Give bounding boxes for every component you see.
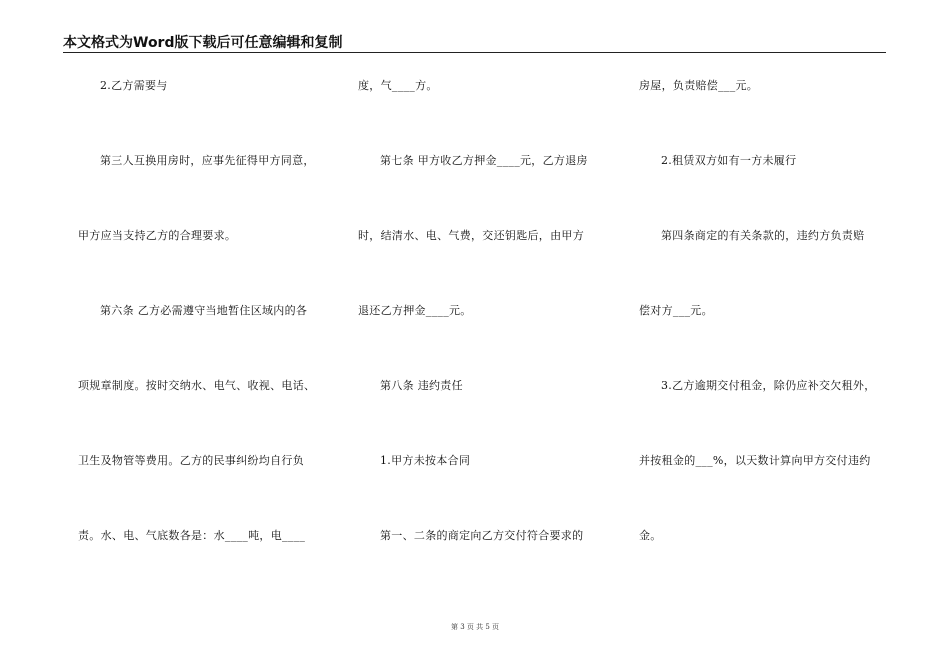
column-1-line-2: 第三人互换用房时，应事先征得甲方同意， <box>100 154 315 167</box>
column-2-line-7: 第一、二条的商定向乙方交付符合要求的 <box>380 529 584 542</box>
column-1-line-1: 2.乙方需要与 <box>100 79 168 92</box>
column-1-line-4: 第六条 乙方必需遵守当地暂住区域内的各 <box>100 304 308 317</box>
column-2-line-1: 度，气____方。 <box>358 79 438 92</box>
page-number: 第 3 页 共 5 页 <box>450 623 500 631</box>
column-3-line-1: 房屋，负责赔偿___元。 <box>639 79 759 92</box>
column-2-line-5: 第八条 违约责任 <box>380 379 463 392</box>
column-3-line-6: 并按租金的___%，以天数计算向甲方交付违约 <box>639 454 871 467</box>
column-1-line-5: 项规章制度。按时交纳水、电气、收视、电话、 <box>78 379 316 392</box>
column-1-line-7: 责。水、电、气底数各是：水____吨，电____ <box>78 529 306 542</box>
column-3-line-3: 第四条商定的有关条款的，违约方负责赔 <box>661 229 865 242</box>
page-header <box>63 34 886 53</box>
column-2-line-4: 退还乙方押金____元。 <box>358 304 472 317</box>
column-3-line-7: 金。 <box>639 529 662 542</box>
column-2-line-3: 时，结清水、电、气费，交还钥匙后，由甲方 <box>358 229 584 242</box>
header-title: 本文格式为Word版下载后可任意编辑和复制 <box>63 35 343 51</box>
column-2-line-2: 第七条 甲方收乙方押金____元，乙方退房 <box>380 154 588 167</box>
column-3-line-4: 偿对方___元。 <box>639 304 713 317</box>
column-3-line-2: 2.租赁双方如有一方未履行 <box>661 154 797 167</box>
column-1-line-3: 甲方应当支持乙方的合理要求。 <box>78 229 237 242</box>
column-1-line-6: 卫生及物管等费用。乙方的民事纠纷均自行负 <box>78 454 304 467</box>
column-2-line-6: 1.甲方未按本合同 <box>380 454 471 467</box>
column-3-line-5: 3.乙方逾期交付租金，除仍应补交欠租外， <box>661 379 876 392</box>
